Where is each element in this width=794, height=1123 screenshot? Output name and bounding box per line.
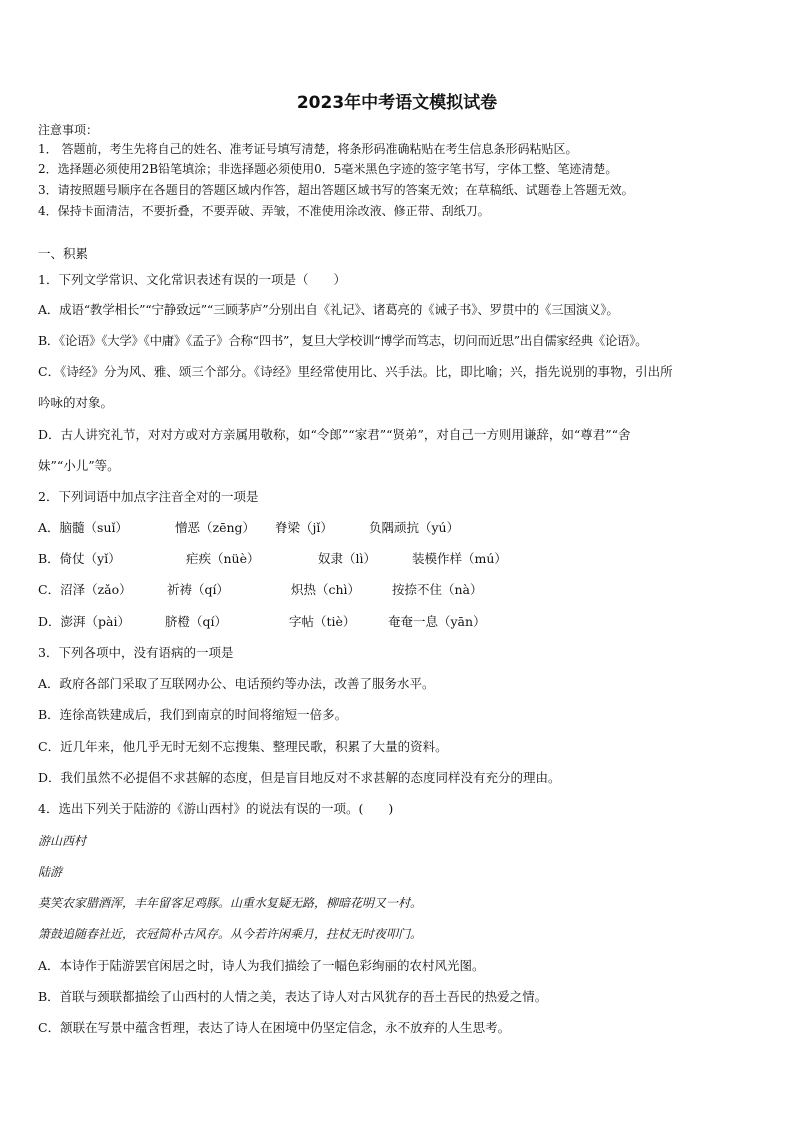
q2-option-d [38, 614, 758, 630]
q1-option-c-line2: 吟咏的对象。 [38, 395, 114, 410]
q2-option-a [38, 520, 758, 536]
q2-a-word-4: 负隅顽抗（yú） [369, 520, 460, 535]
q2-a-word-2: 憎恶（zēng） [175, 520, 256, 535]
q2-b-word-1: B．倚仗（yǐ） [38, 551, 121, 566]
q2-c-word-1: C．沼泽（zǎo） [38, 582, 132, 597]
q2-b-word-4: 装模作样（mú） [412, 551, 507, 566]
poem-line-1: 莫笑农家腊酒浑，丰年留客足鸡豚。山重水复疑无路，柳暗花明又一村。 [38, 896, 423, 910]
notice-item-1: 1． 答题前，考生先将自己的姓名、准考证号填写清楚，将条形码准确粘贴在考生信息条形码粘贴区。 [38, 142, 578, 156]
q1-option-b: B．《论语》《大学》《中庸》《孟子》合称“四书”，复旦大学校训“博学而笃志，切问而近思”出自儒家经典《论语》。 [38, 333, 648, 348]
q2-d-word-4: 奄奄一息（yān） [388, 614, 486, 629]
poem-author: 陆游 [38, 865, 63, 879]
notice-item-3: 3．请按照题号顺序在各题目的答题区域内作答，超出答题区域书写的答案无效；在草稿纸、试题卷上答题无效。 [38, 183, 634, 197]
q4-stem: 4．选出下列关于陆游的《游山西村》的说法有误的一项。( ) [38, 801, 394, 816]
q2-d-word-1: D．澎湃（pài） [38, 614, 130, 629]
q2-b-word-2: 疟疾（nüè） [186, 551, 260, 566]
q1-option-d-line2: 妹”“小儿”等。 [38, 458, 120, 473]
page-title: 2023年中考语文模拟试卷 [296, 93, 498, 113]
q3-option-d: D．我们虽然不必提倡不求甚解的态度，但是盲目地反对不求甚解的态度同样没有充分的理由。 [38, 770, 561, 785]
notice-item-2: 2．选择题必须使用2B铅笔填涂；非选择题必须使用0．5毫米黑色字迹的签字笔书写，字体工整、笔迹清楚。 [38, 162, 618, 176]
poem-title: 游山西村 [38, 834, 87, 848]
q2-a-word-1: A．脑髓（suǐ） [38, 520, 128, 535]
q2-b-word-3: 奴隶（lì） [318, 551, 376, 566]
q2-c-word-4: 按捺不住（nà） [392, 582, 483, 597]
q4-option-b: B．首联与颈联都描绘了山西村的人情之美，表达了诗人对古风犹存的吾土吾民的热爱之情。 [38, 989, 548, 1004]
notice-item-4: 4．保持卡面清洁，不要折叠，不要弄破、弄皱，不准使用涂改液、修正带、刮纸刀。 [38, 204, 490, 218]
q1-stem: 1．下列文学常识、文化常识表述有误的一项是（ ） [38, 272, 346, 287]
poem-line-2: 箫鼓追随春社近，衣冠简朴古风存。从今若许闲乘月，拄杖无时夜叩门。 [38, 927, 423, 941]
q4-option-a: A．本诗作于陆游罢官闲居之时，诗人为我们描绘了一幅色彩绚丽的农村风光图。 [38, 958, 485, 973]
q2-d-word-3: 字帖（tiè） [289, 614, 356, 629]
q1-option-a: A．成语“教学相长”“宁静致远”“三顾茅庐”分别出自《礼记》、诸葛亮的《诫子书》、罗贯中的《三国演义》。 [38, 302, 619, 317]
q1-option-c-line1: C．《诗经》分为风、雅、颂三个部分。《诗经》里经常使用比、兴手法。比，即比喻；兴，指先说别的事物，引出所 [38, 364, 673, 379]
q2-option-b [38, 551, 758, 567]
q3-option-b: B．连徐高铁建成后，我们到南京的时间将缩短一倍多。 [38, 707, 348, 722]
q2-c-word-3: 炽热（chì） [291, 582, 361, 597]
q2-c-word-2: 祈祷（qí） [167, 582, 229, 597]
q3-stem: 3．下列各项中，没有语病的一项是 [38, 645, 234, 660]
q2-stem: 2．下列词语中加点字注音全对的一项是 [38, 489, 259, 504]
q4-option-c: C．颔联在写景中蕴含哲理，表达了诗人在困境中仍坚定信念，永不放弃的人生思考。 [38, 1020, 511, 1035]
q2-a-word-3: 脊梁（jǐ） [275, 520, 333, 535]
q1-option-d-line1: D．古人讲究礼节，对对方或对方亲属用敬称，如“令郎”“家君”“贤弟”，对自己一方则用谦辞，如“尊君”“舍 [38, 427, 631, 442]
q2-option-c [38, 582, 758, 598]
notice-heading: 注意事项： [38, 123, 99, 137]
q3-option-c: C．近几年来，他几乎无时无刻不忘搜集、整理民歌，积累了大量的资料。 [38, 739, 448, 754]
q2-d-word-2: 脐橙（qí） [165, 614, 227, 629]
q3-option-a: A．政府各部门采取了互联网办公、电话预约等办法，改善了服务水平。 [38, 676, 435, 691]
section-heading: 一、积累 [38, 246, 89, 261]
